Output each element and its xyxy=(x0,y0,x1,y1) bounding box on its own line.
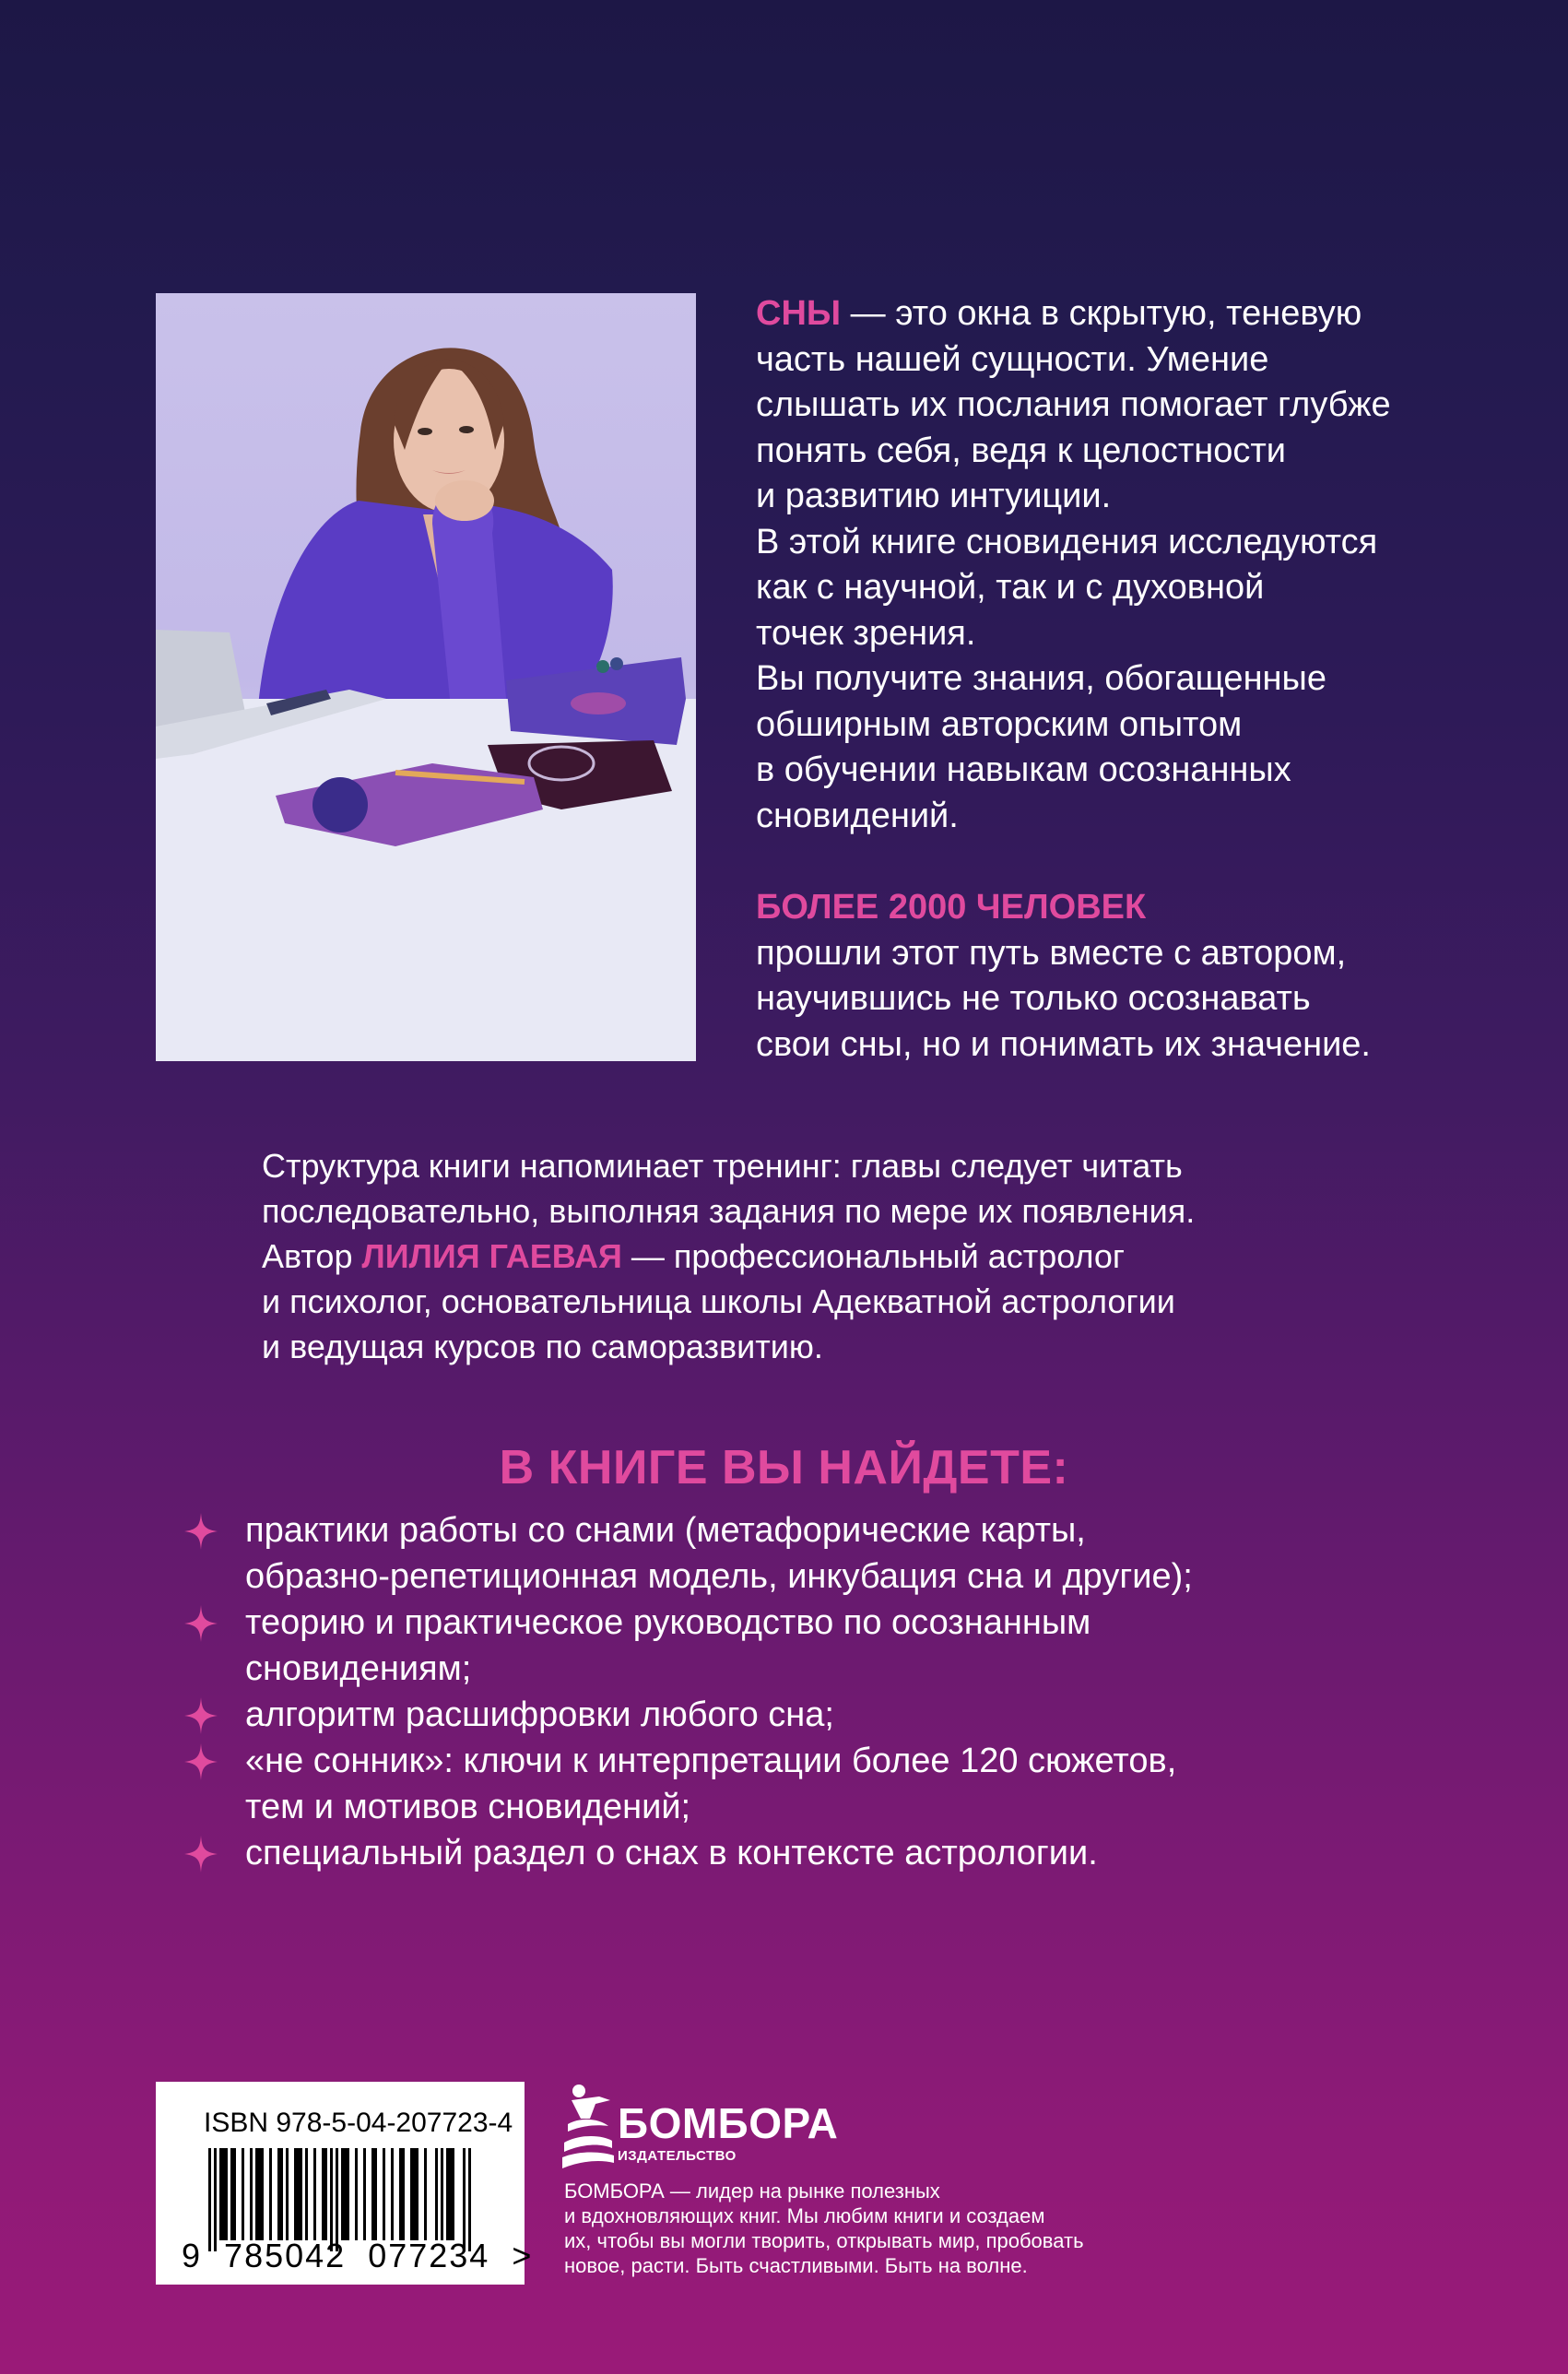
structure-paragraph: Структура книги напоминает тренинг: главы следует читать последовательно, выполняя задания по мере их появления. Автор ЛИЛИЯ ГАЕВАЯ — профессиональный астролог и психолог, основательница школы Адекватной астрологии и ведущая курсов по саморазвитию. xyxy=(262,1147,1196,1365)
sparkle-icon xyxy=(184,1513,218,1550)
sparkle-icon xyxy=(184,1836,218,1872)
sparkle-icon xyxy=(184,1605,218,1642)
author-photo-illustration xyxy=(156,293,696,1061)
author-name: ЛИЛИЯ ГАЕВАЯ xyxy=(361,1237,622,1275)
barcode-panel xyxy=(156,2082,534,2285)
list-item: практики работы со снами (метафорические карты, образно-репетиционная модель, инкубация сна и другие); xyxy=(184,1507,1383,1600)
stat-highlight: БОЛЕЕ 2000 ЧЕЛОВЕК xyxy=(756,888,1147,927)
publisher-description: БОМБОРА — лидер на рынке полезных и вдохновляющих книг. Мы любим книги и создаем их, чтобы вы могли творить, открывать мир, пробовать новое, расти. Быть счастливыми. Быть на волне. xyxy=(564,2179,1084,2277)
bombora-surfer-icon xyxy=(562,2082,614,2170)
list-item: теорию и практическое руководство по осознанным сновидениям; xyxy=(184,1600,1383,1692)
section-title: В КНИГЕ ВЫ НАЙДЕТЕ: xyxy=(499,1441,1069,1494)
list-item: специальный раздел о снах в контексте астрологии. xyxy=(184,1830,1383,1876)
stat-block: БОЛЕЕ 2000 ЧЕЛОВЕК прошли этот путь вместе с автором, научившись не только осознавать свои сны, но и понимать их значение. xyxy=(756,885,1493,1068)
publisher-logo xyxy=(562,2082,839,2175)
isbn-label: ISBN 978-5-04-207723-4 xyxy=(204,2108,513,2138)
publisher-subtitle: ИЗДАТЕЛЬСТВО xyxy=(618,2148,737,2164)
author-photo xyxy=(156,293,696,1061)
feature-list xyxy=(184,1507,1383,1876)
sparkle-icon xyxy=(184,1743,218,1780)
intro-highlight: СНЫ xyxy=(756,294,842,333)
list-item: «не сонник»: ключи к интерпретации более 120 сюжетов, тем и мотивов сновидений; xyxy=(184,1738,1383,1830)
publisher-name: БОМБОРА xyxy=(618,2099,839,2147)
barcode-digits: 9 785042 077234 > xyxy=(182,2237,534,2274)
sparkle-icon xyxy=(184,1697,218,1734)
intro-paragraph: СНЫ — это окна в скрытую, теневую часть нашей сущности. Умение слышать их послания помогает глубже понять себя, ведя к целостности и развитию интуиции. В этой книге сновидения исследуются как с научной, так и с духовной точек зрения. Вы получите знания, обогащенные обширным авторским опытом в обучении навыкам осознанных сновидений. xyxy=(756,294,1391,835)
list-item: алгоритм расшифровки любого сна; xyxy=(184,1692,1383,1738)
